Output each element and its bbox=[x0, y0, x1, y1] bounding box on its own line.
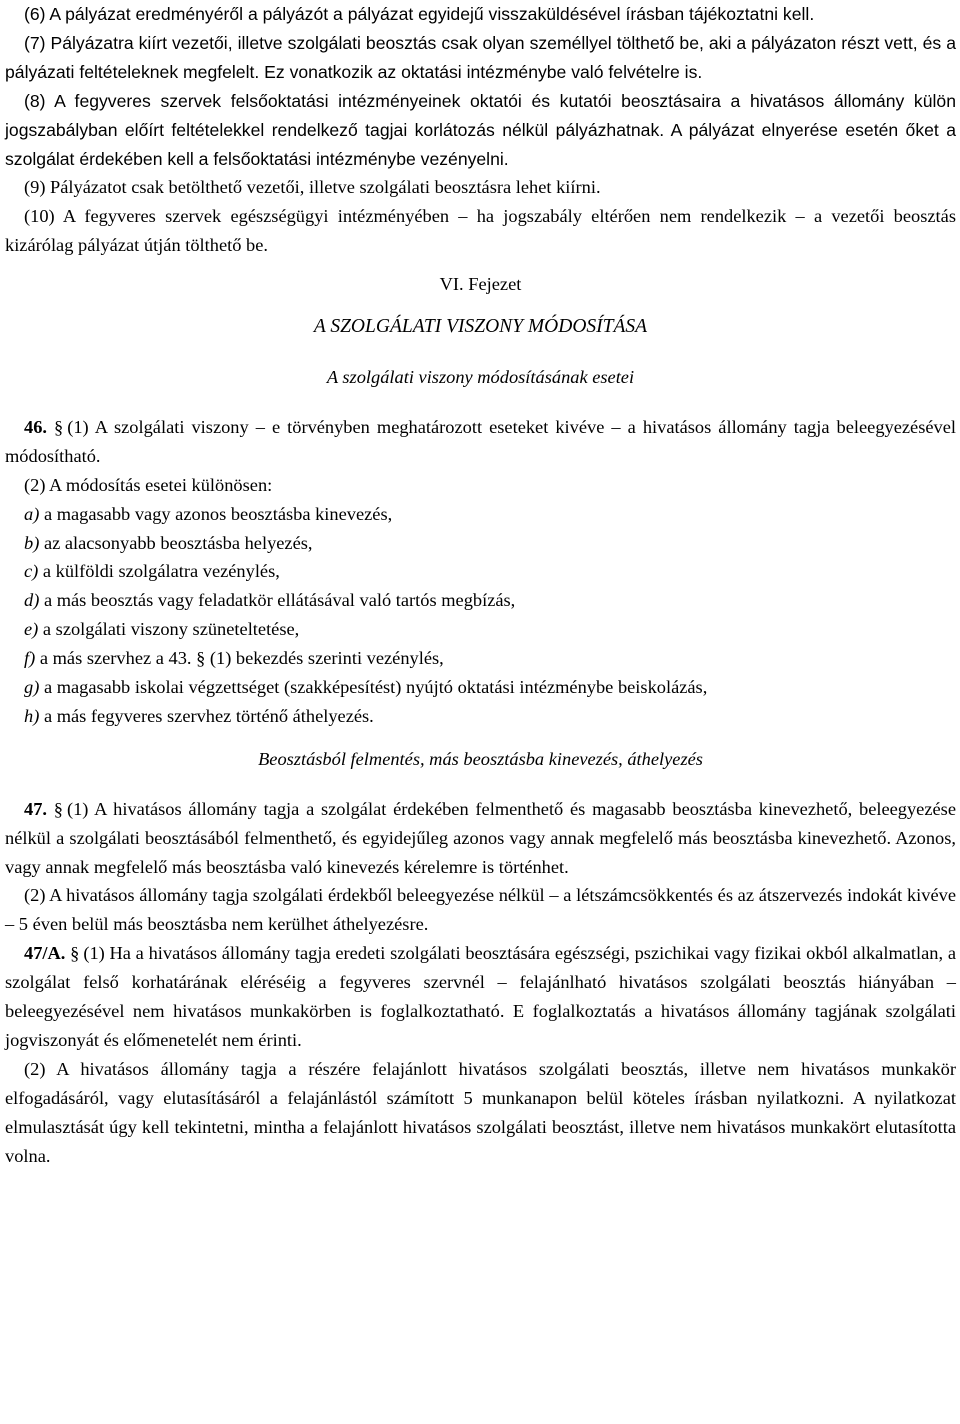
list-item bbox=[5, 586, 956, 615]
paragraph-6: (6) A pályázat eredményéről a pályázót a pályázat egyidejű visszaküldésével írásban tájékoztatni kell. bbox=[24, 4, 815, 24]
list-item-label: f) bbox=[24, 648, 36, 669]
list-item bbox=[5, 673, 956, 702]
paragraph-9: (9) Pályázatot csak betölthető vezetői, illetve szolgálati beosztásra lehet kiírni. bbox=[24, 177, 601, 198]
list-item bbox=[5, 529, 956, 558]
paragraph-7: (7) Pályázatra kiírt vezetői, illetve szolgálati beosztás csak olyan személlyel tölthető be, aki a pályázaton részt vett, és a pályázati feltételeknek megfelelt. Ez vonatkozik az oktatási intézménybe való felvételre is. bbox=[5, 32, 956, 82]
list-item-text: a magasabb iskolai végzettséget (szakképesítést) nyújtó oktatási intézménybe beiskolázás, bbox=[43, 677, 708, 698]
section-subtitle: A szolgálati viszony módosításának esetei bbox=[326, 366, 635, 387]
list-item-text: az alacsonyabb beosztásba helyezés, bbox=[43, 532, 313, 553]
list-item-text: a külföldi szolgálatra vezénylés, bbox=[42, 561, 280, 582]
paragraph-8: (8) A fegyveres szervek felsőoktatási intézményeinek oktatói és kutatói beosztásaira a hivatásos állomány külön jogszabályban előírt feltételekkel rendelkező tagjai korlátozás nélkül pályázhatnak. A pályázat elnyerése esetén őket a szolgálat érdekében kell a felsőoktatási intézménybe vezényelni. bbox=[5, 90, 956, 169]
list-item-label: g) bbox=[24, 677, 40, 698]
section-sign: § bbox=[70, 943, 80, 964]
section-47-number: 47. bbox=[24, 798, 47, 819]
section-46-para-2: (2) A módosítás esetei különösen: bbox=[24, 474, 273, 495]
section-47a-number: 47/A. bbox=[24, 943, 66, 964]
section-47-para-2: (2) A hivatásos állomány tagja szolgálati érdekből beleegyezése nélkül – a létszámcsökkentés és az átszervezés indokát kivéve – 5 éven belül más beosztásba nem kerülhet áthelyezésre. bbox=[5, 885, 956, 935]
section-sign: § bbox=[54, 416, 64, 437]
list-item-text: a szolgálati viszony szüneteltetése, bbox=[42, 619, 300, 640]
list-item bbox=[5, 500, 956, 529]
section-47-para-1 bbox=[5, 795, 956, 882]
section-subtitle-2: Beosztásból felmentés, más beosztásba kinevezés, áthelyezés bbox=[258, 748, 703, 769]
list-item-label: h) bbox=[24, 705, 40, 726]
list-item-text: a más szervhez a 43. § (1) bekezdés szerinti vezénylés, bbox=[39, 648, 444, 669]
paragraph-10: (10) A fegyveres szervek egészségügyi intézményében – ha jogszabály eltérően nem rendelkezik – a vezetői beosztás kizárólag pályázat útján tölthető be. bbox=[5, 206, 956, 256]
list-item-label: a) bbox=[24, 503, 40, 524]
list-item-label: e) bbox=[24, 619, 39, 640]
chapter-heading: VI. Fejezet bbox=[439, 274, 522, 295]
list-item bbox=[5, 557, 956, 586]
list-item-text: a más fegyveres szervhez történő áthelyezés. bbox=[43, 705, 374, 726]
list-item bbox=[5, 644, 956, 673]
section-47a-para-2: (2) A hivatásos állomány tagja a részére felajánlott hivatásos szolgálati beosztás, illetve nem hivatásos munkakör elfogadásáról, vagy elutasításáról a felajánlástól számított 5 munkanapon belül köteles írásban nyilatkozni. A nyilatkozat elmulasztását úgy kell tekintetni, mintha a felajánlott hivatásos szolgálati beosztást, illetve nem hivatásos munkakört elutasította volna. bbox=[5, 1058, 956, 1166]
section-sign: § bbox=[53, 798, 63, 819]
list-item-text: a magasabb vagy azonos beosztásba kinevezés, bbox=[43, 503, 393, 524]
section-46-number: 46. bbox=[24, 416, 47, 437]
list-item-label: b) bbox=[24, 532, 40, 553]
list-item-text: a más beosztás vagy feladatkör ellátásával való tartós megbízás, bbox=[43, 590, 516, 611]
list-item-label: c) bbox=[24, 561, 39, 582]
section-47a-para-1-text: (1) Ha a hivatásos állomány tagja eredeti szolgálati beosztására egészségi, pszichikai vagy fizikai okból alkalmatlan, a szolgálat felső korhatárának eléréséig a fegyveres szervnél – felajánlható hivatásos szolgálati beosztás hiányában – beleegyezésével nem hivatásos munkakörben is foglalkoztatható. E foglalkoztatás a hivatásos állomány tagjának szolgálati jogviszonyát és előmenetelét nem érinti. bbox=[5, 943, 956, 1050]
list-item bbox=[5, 702, 956, 731]
list-item bbox=[5, 615, 956, 644]
modification-list bbox=[5, 500, 956, 731]
section-46-para-1 bbox=[5, 413, 956, 471]
chapter-title: A SZOLGÁLATI VISZONY MÓDOSÍTÁSA bbox=[313, 316, 648, 338]
section-47-para-1-text: (1) A hivatásos állomány tagja a szolgálat érdekében felmenthető és magasabb beosztásba kinevezhető, beleegyezése nélkül a szolgálati beosztásából felmenthető, és egyidejűleg azonos vagy annak megfelelő más beosztásba kinevezhető. Azonos, vagy annak megfelelő más beosztásba való kinevezés kérelemre is történhet. bbox=[5, 798, 956, 877]
section-46-para-1-text: (1) A szolgálati viszony – e törvényben meghatározott eseteket kivéve – a hivatásos állomány tagja beleegyezésével módosítható. bbox=[5, 416, 956, 466]
section-47a-para-1 bbox=[5, 939, 956, 1055]
list-item-label: d) bbox=[24, 590, 40, 611]
